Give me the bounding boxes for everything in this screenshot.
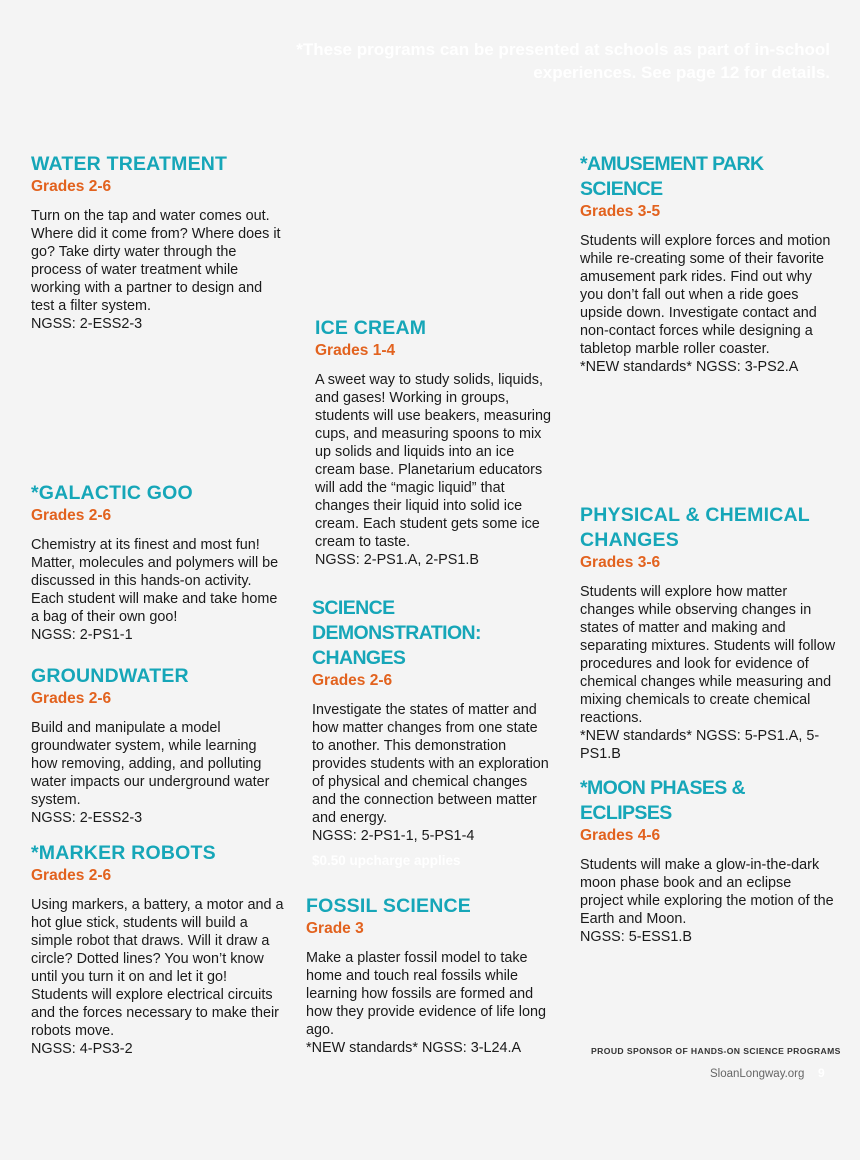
website-link[interactable]: SloanLongway.org [710,1068,805,1080]
program-description: Build and manipulate a model groundwater system, while learning how removing, adding, and polluting water impacts our underground water system. [31,720,270,808]
program-title: *AMUSEMENT PARK SCIENCE [580,153,764,200]
program-standards: NGSS: 2-ESS2-3 [31,810,143,826]
program-fossil-science [306,894,556,1057]
program-description: Turn on the tap and water comes out. Where did it come from? Where does it go? Take dirty water through the process of water treatment while working with a partner to design and test a filter system. [31,208,281,314]
program-standards: NGSS: 2-PS1-1 [31,627,133,643]
program-description: Investigate the states of matter and how matter changes from one state to another. This demonstration provides students with an exploration of physical and chemical changes and the connection between matter and energy. [312,702,549,826]
program-title: GROUNDWATER [31,665,189,687]
program-description: Students will explore how matter changes while observing changes in states of matter and making and separating mixtures. Students will follow procedures and look for evidence of chemical changes while measuring and mixing chemicals to create chemical reactions. [580,584,836,726]
program-science-demonstration [312,596,552,845]
page-number: 9 [818,1066,825,1080]
program-standards: *NEW standards* NGSS: 3-PS2.A [580,359,799,375]
in-school-note: *These programs can be presented at schools as part of in-school experiences. See page 12 for details. [296,40,830,82]
program-grade: Grades 1-4 [315,342,396,359]
program-title: WATER TREATMENT [31,153,228,175]
program-title: *MOON PHASES & ECLIPSES [580,777,745,824]
program-grade: Grade 3 [306,920,364,937]
program-water-treatment [31,152,283,333]
program-title: *MARKER ROBOTS [31,842,216,864]
program-physical-chemical-changes [580,503,836,763]
program-description: Students will make a glow-in-the-dark moon phase book and an eclipse project while exploring the motion of the Earth and Moon. [580,857,834,927]
program-galactic-goo [31,481,279,644]
program-grade: Grades 4-6 [580,827,661,844]
program-description: A sweet way to study solids, liquids, and gases! Working in groups, students will use beakers, measuring cups, and measuring spoons to mix up solids and liquids into an ice cream base. Planetarium educators will add the “magic liquid” that changes their liquid into solid ice cream. Each student gets some ice cream to taste. [315,372,551,550]
program-amusement-park-science [580,152,836,376]
program-standards: *NEW standards* NGSS: 5-PS1.A, 5-PS1.B [580,728,820,762]
program-description: Students will explore forces and motion while re-creating some of their favorite amusement park rides. Find out why you don’t fall out when a ride goes upside down. Investigate contact and non-contact forces while designing a tabletop marble roller coaster. [580,233,831,357]
program-title: ICE CREAM [315,317,427,339]
program-description: Make a plaster fossil model to take home and touch real fossils while learning how fossils are formed and how they provide evidence of life long ago. [306,950,546,1038]
program-description: Chemistry at its finest and most fun! Matter, molecules and polymers will be discussed in this hands-on activity. Each student will make and take home a bag of their own goo! [31,537,279,625]
program-standards: *NEW standards* NGSS: 3-L24.A [306,1040,522,1056]
program-grade: Grades 2-6 [31,867,112,884]
program-standards: NGSS: 2-PS1-1, 5-PS1-4 [312,828,475,844]
program-ice-cream [315,316,555,569]
program-title: PHYSICAL & CHEMICAL CHANGES [580,504,810,551]
program-title: SCIENCE DEMONSTRATION: CHANGES [312,597,481,669]
program-description: Using markers, a battery, a motor and a hot glue stick, students will build a simple robot that draws. Will it draw a circle? Dotted lines? You won’t know until you turn it on and let it go! Students will explore electrical circuits and the forces necessary to make their robots move. [31,897,284,1039]
program-grade: Grades 3-5 [580,203,661,220]
upcharge-note: $0.50 upcharge applies [312,853,461,868]
program-grade: Grades 2-6 [31,178,112,195]
program-standards: NGSS: 2-PS1.A, 2-PS1.B [315,552,479,568]
program-grade: Grades 2-6 [31,690,112,707]
sponsor-text: PROUD SPONSOR OF HANDS-ON SCIENCE PROGRAMS [591,1046,841,1056]
program-standards: NGSS: 4-PS3-2 [31,1041,133,1057]
program-grade: Grades 3-6 [580,554,661,571]
program-title: *GALACTIC GOO [31,482,193,504]
program-title: FOSSIL SCIENCE [306,895,471,917]
program-grade: Grades 2-6 [312,672,393,689]
program-standards: NGSS: 5-ESS1.B [580,929,692,945]
program-standards: NGSS: 2-ESS2-3 [31,316,143,332]
program-marker-robots [31,841,287,1058]
program-grade: Grades 2-6 [31,507,112,524]
program-moon-phases-eclipses [580,776,836,946]
program-groundwater [31,664,271,827]
